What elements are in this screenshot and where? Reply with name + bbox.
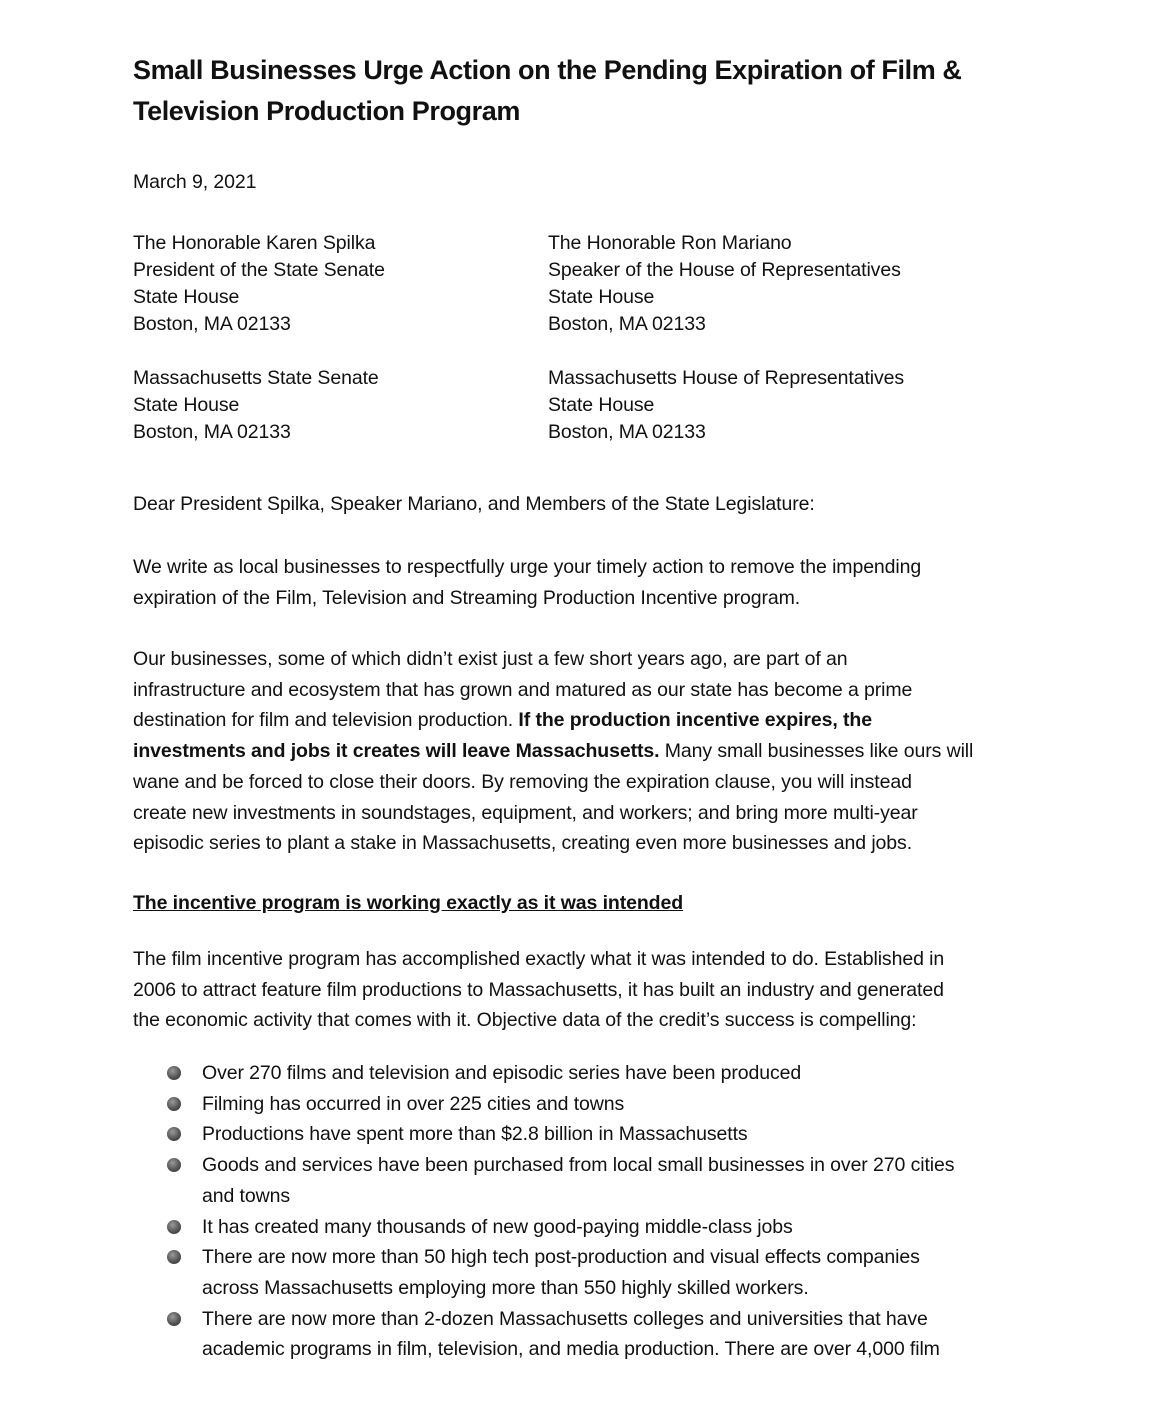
list-item-text: across Massachusetts employing more than 550 highly skilled workers.: [202, 1276, 809, 1299]
address-line: Massachusetts House of Representatives: [548, 367, 905, 389]
bullet-icon: [167, 1097, 181, 1111]
list-item: [0, 1119, 1161, 1150]
list-item-text: It has created many thousands of new good-paying middle-class jobs: [202, 1215, 793, 1238]
paragraph-line: 2006 to attract feature film productions to Massachusetts, it has built an industry and generated: [133, 978, 944, 1001]
address-line: State House: [548, 286, 655, 308]
list-item-text: Goods and services have been purchased from local small businesses in over 270 cities: [202, 1154, 955, 1177]
address-line: State House: [133, 286, 240, 308]
address-line: Massachusetts State Senate: [133, 367, 379, 389]
paragraph-line: the economic activity that comes with it. Objective data of the credit’s success is compelling:: [133, 1009, 917, 1032]
paragraph-text: destination for film and television production.: [133, 709, 519, 732]
address-line: The Honorable Ron Mariano: [548, 232, 792, 254]
list-item-text: and towns: [202, 1184, 290, 1207]
address-line: The Honorable Karen Spilka: [133, 232, 376, 254]
bullet-icon: [167, 1220, 181, 1234]
paragraph-line: create new investments in soundstages, equipment, and workers; and bring more multi-year: [133, 801, 918, 824]
paragraph-line: Our businesses, some of which didn’t exist just a few short years ago, are part of an: [133, 648, 848, 670]
list-item: [0, 1242, 1161, 1303]
address-line: President of the State Senate: [133, 259, 385, 281]
address-block-state-senate: [133, 365, 379, 446]
address-line: Boston, MA 02133: [548, 313, 706, 335]
address-block-house-representatives: [548, 365, 904, 446]
paragraph-program-results: [133, 944, 1038, 1036]
letter-date: March 9, 2021: [133, 171, 257, 193]
paragraph-emphasis: If the production incentive expires, the: [518, 709, 872, 732]
paragraph-line: episodic series to plant a stake in Massachusetts, creating even more businesses and jobs.: [133, 832, 913, 855]
list-item-text: There are now more than 2-dozen Massachusetts colleges and universities that have: [202, 1307, 928, 1330]
address-line: State House: [548, 394, 655, 416]
title-line-2: Television Production Program: [133, 96, 520, 126]
list-item-text: Over 270 films and television and episodic series have been produced: [202, 1062, 802, 1084]
bullet-icon: [167, 1127, 181, 1141]
list-item: [0, 1058, 1161, 1089]
address-line: Speaker of the House of Representatives: [548, 259, 901, 281]
list-item: [0, 1304, 1161, 1365]
paragraph-line: wane and be forced to close their doors. By removing the expiration clause, you will instead: [133, 770, 912, 793]
bullet-icon: [167, 1312, 181, 1326]
list-item: [0, 1212, 1161, 1243]
section-heading: The incentive program is working exactly as it was intended: [133, 892, 684, 914]
address-line: Boston, MA 02133: [133, 313, 291, 335]
document-title: [133, 50, 1033, 132]
address-line: Boston, MA 02133: [548, 421, 706, 443]
bullet-icon: [167, 1158, 181, 1172]
paragraph-intro: [133, 552, 1038, 613]
paragraph-line: The film incentive program has accomplished exactly what it was intended to do. Established in: [133, 948, 945, 970]
address-block-house-speaker: [548, 230, 901, 338]
paragraph-text: Many small businesses like ours will: [659, 740, 974, 763]
results-bullet-list: [0, 1058, 1161, 1365]
paragraph-line: We write as local businesses to respectfully urge your timely action to remove the impending: [133, 556, 922, 578]
list-item-text: There are now more than 50 high tech post-production and visual effects companies: [202, 1246, 920, 1269]
list-item-text: Filming has occurred in over 225 cities and towns: [202, 1092, 625, 1115]
paragraph-line: [133, 736, 1038, 767]
list-item: [0, 1150, 1161, 1211]
address-line: State House: [133, 394, 240, 416]
title-line-1: Small Businesses Urge Action on the Pending Expiration of Film &: [133, 55, 962, 85]
paragraph-line: expiration of the Film, Television and Streaming Production Incentive program.: [133, 586, 801, 609]
salutation: Dear President Spilka, Speaker Mariano, and Members of the State Legislature:: [133, 493, 815, 515]
list-item-text: academic programs in film, television, and media production. There are over 4,000 film: [202, 1338, 940, 1361]
paragraph-businesses: [133, 644, 1038, 859]
paragraph-emphasis: investments and jobs it creates will leave Massachusetts.: [133, 740, 660, 763]
list-item-text: Productions have spent more than $2.8 billion in Massachusetts: [202, 1123, 748, 1146]
list-item: [0, 1089, 1161, 1120]
address-block-senate-president: [133, 230, 385, 338]
paragraph-line: infrastructure and ecosystem that has grown and matured as our state has become a prime: [133, 678, 913, 701]
bullet-icon: [167, 1066, 181, 1080]
bullet-icon: [167, 1250, 181, 1264]
paragraph-line: [133, 705, 1038, 736]
address-line: Boston, MA 02133: [133, 421, 291, 443]
